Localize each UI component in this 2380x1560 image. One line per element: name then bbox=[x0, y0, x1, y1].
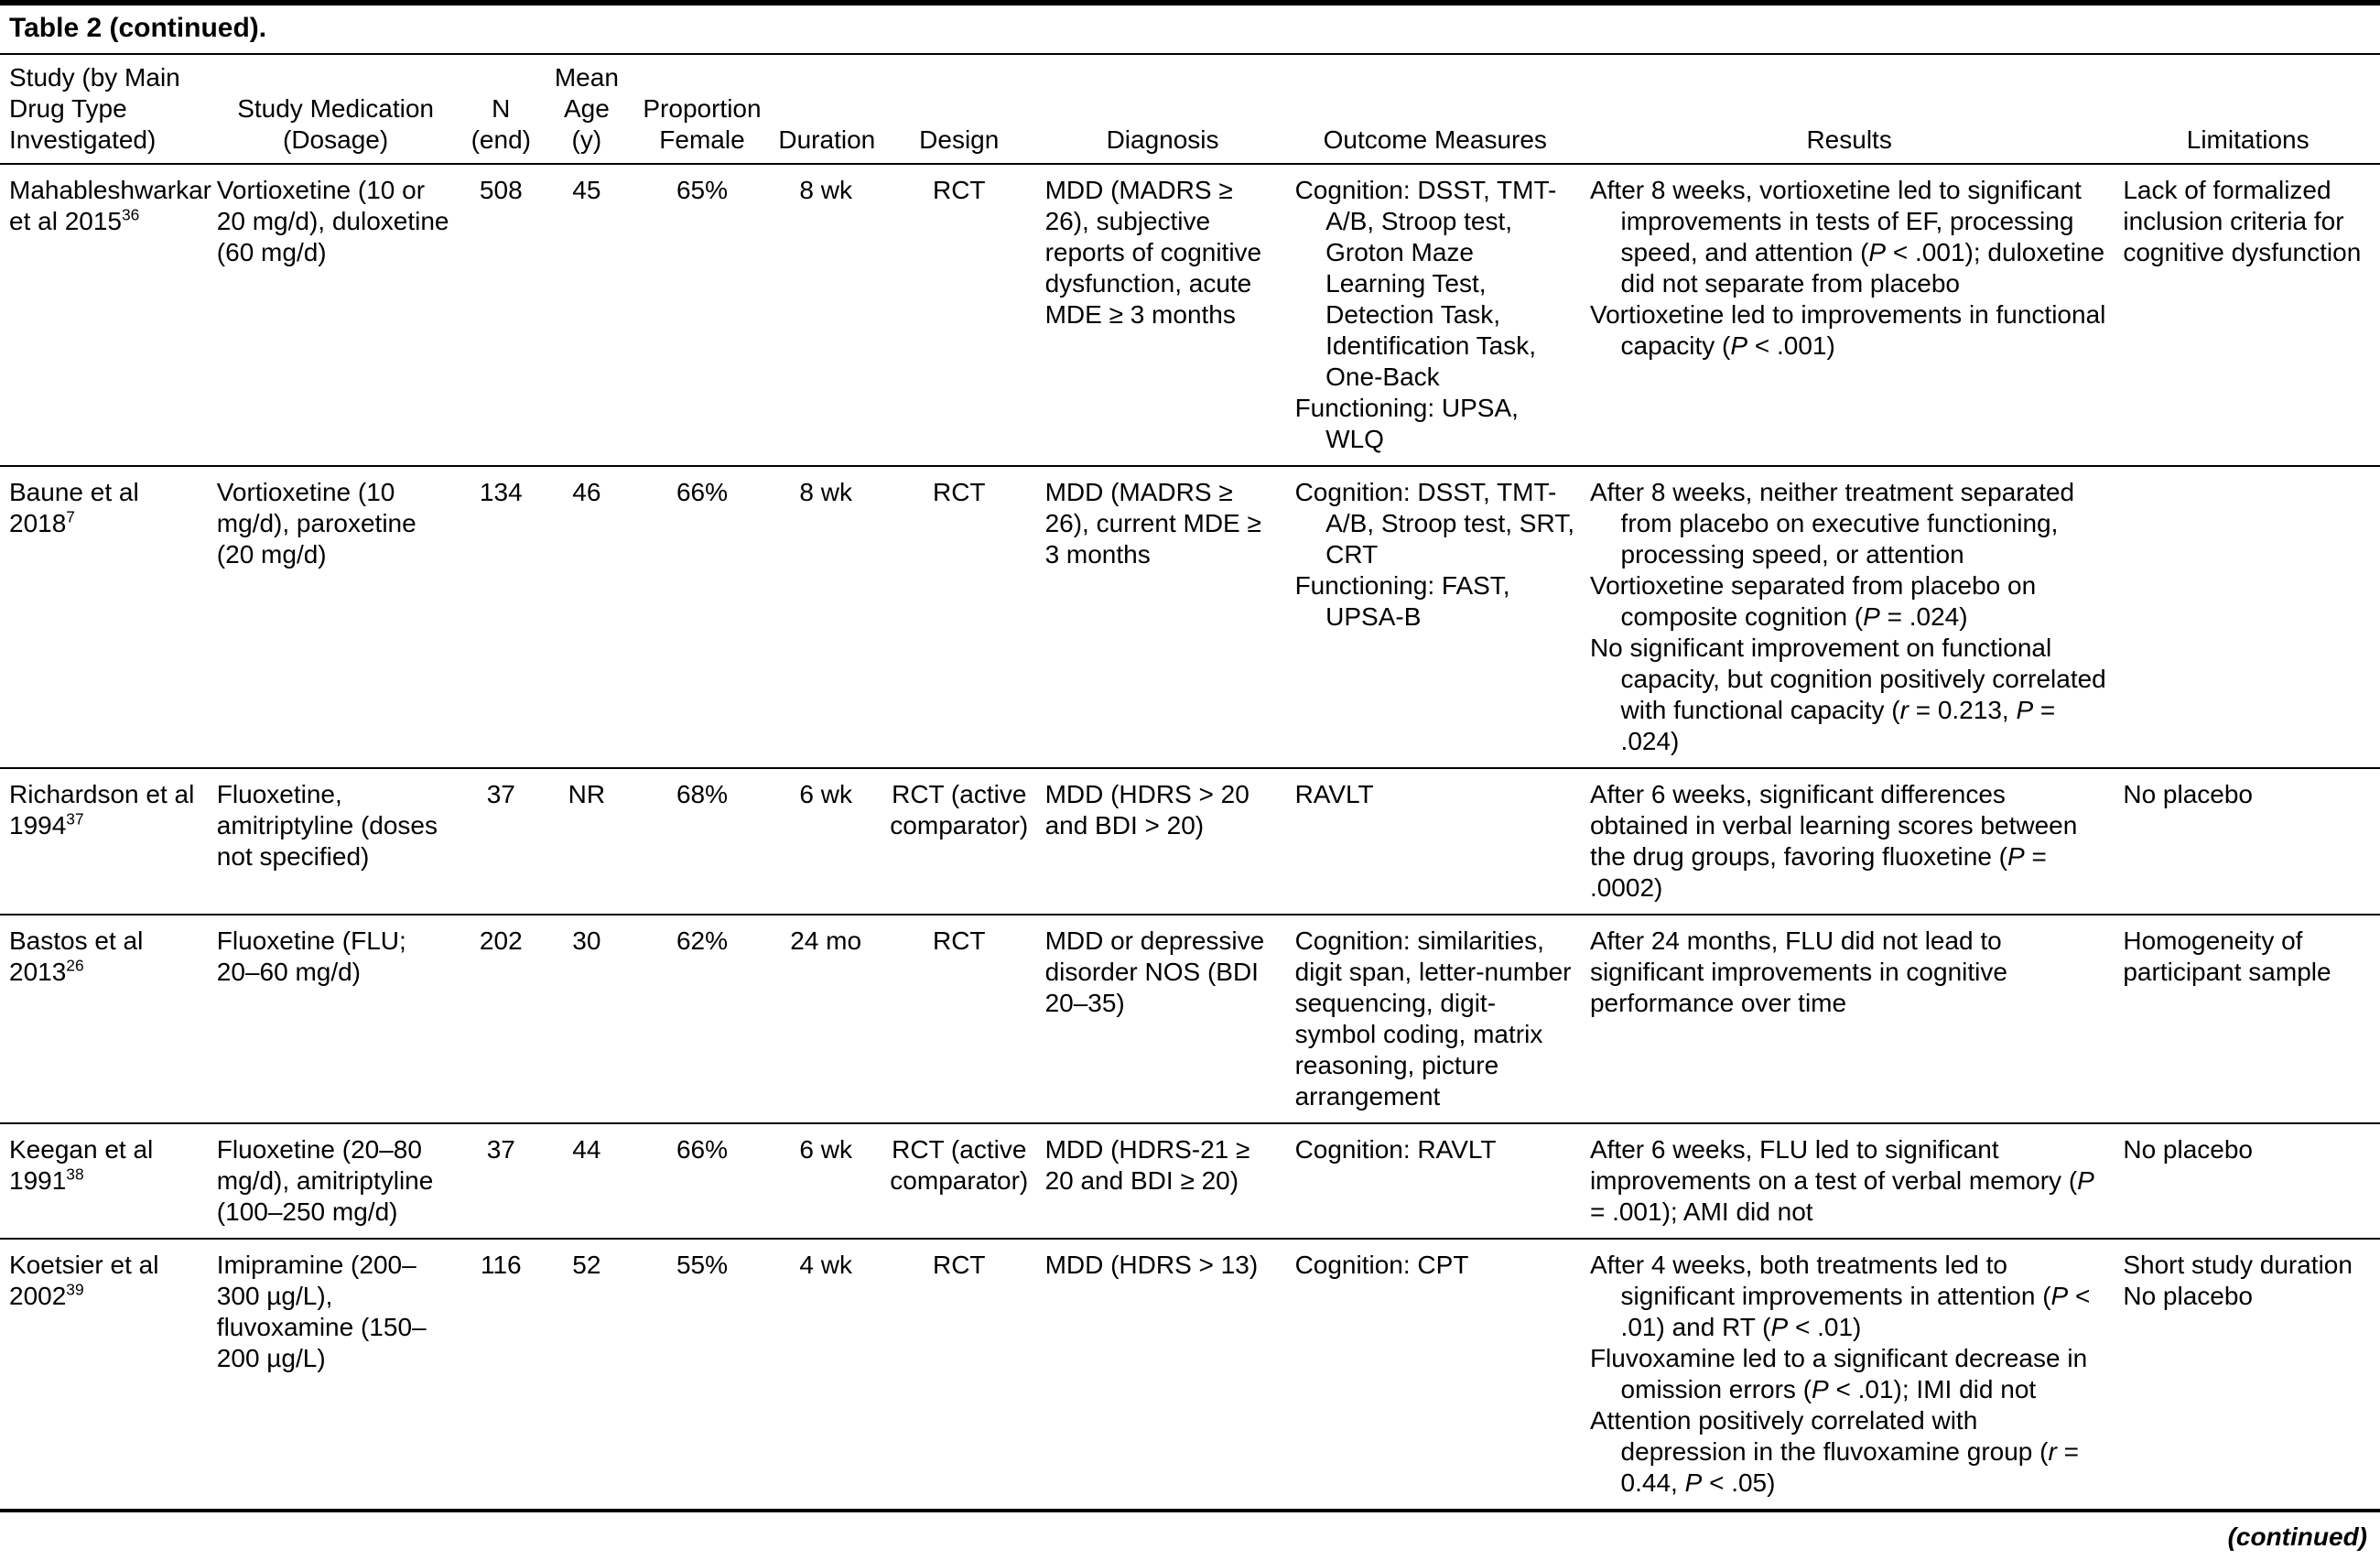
cell-diagnosis: MDD (HDRS > 20 and BDI > 20) bbox=[1044, 780, 1250, 840]
cell-mean-age: 30 bbox=[572, 926, 601, 955]
cell-entry: After 8 weeks, vortioxetine led to significant improvements in tests of EF, processing speed, and attention (P < .001); duloxetine did not separate from placebo bbox=[1589, 176, 2105, 298]
cell-entry: Homogeneity of participant sample bbox=[2123, 926, 2331, 986]
cell-duration: 8 wk bbox=[799, 176, 852, 204]
cell-proportion-female: 66% bbox=[676, 1135, 728, 1164]
cell-proportion-female: 66% bbox=[676, 478, 728, 506]
table-row bbox=[0, 1123, 2380, 1239]
cell-entry: No significant improvement on functional capacity, but cognition positively correlated with functional capacity (r = 0.213, P = .024) bbox=[1589, 634, 2106, 755]
col-header-results: Results bbox=[1806, 125, 1892, 154]
cell-entry: Attention positively correlated with depression in the fluvoxamine group (r = 0.44, P < .05) bbox=[1589, 1406, 2079, 1497]
cell-results bbox=[1583, 915, 2115, 1123]
cell-entry: Short study duration bbox=[2123, 1251, 2353, 1279]
cell-medication: Fluoxetine (FLU; 20–60 mg/d) bbox=[216, 926, 406, 986]
table-row bbox=[0, 1239, 2380, 1511]
cell-medication: Imipramine (200–300 µg/L), fluvoxamine (150–200 µg/L) bbox=[216, 1251, 427, 1372]
cell-results bbox=[1583, 1239, 2115, 1511]
cell-proportion-female: 55% bbox=[676, 1251, 728, 1279]
cell-outcome-measures bbox=[1288, 915, 1583, 1123]
cell-diagnosis: MDD (MADRS ≥ 26), current MDE ≥ 3 months bbox=[1044, 478, 1261, 569]
cell-study: Koetsier et al 2002$^{39}$ bbox=[9, 1251, 159, 1310]
cell-duration: 6 wk bbox=[799, 1135, 852, 1164]
col-header-duration: Duration bbox=[778, 125, 876, 154]
continued-note: (continued) bbox=[2227, 1522, 2367, 1551]
cell-entry: Cognition: DSST, TMT-A/B, Stroop test, Groton Maze Learning Test, Detection Task, Identification Task, One-Back bbox=[1294, 176, 1557, 391]
cell-entry: Functioning: FAST, UPSA-B bbox=[1294, 571, 1510, 631]
cell-mean-age: 46 bbox=[572, 478, 601, 506]
cell-study: Keegan et al 1991$^{38}$ bbox=[9, 1135, 154, 1195]
cell-mean-age: NR bbox=[568, 780, 606, 808]
cell-proportion-female: 68% bbox=[676, 780, 728, 808]
cell-outcome-measures bbox=[1288, 1123, 1583, 1239]
cell-entry: No placebo bbox=[2123, 1135, 2253, 1164]
cell-study: Mahableshwarkar et al 2015$^{36}$ bbox=[9, 176, 211, 235]
header-row bbox=[0, 55, 2380, 164]
col-header-mean-age: Mean Age (y) bbox=[554, 63, 619, 154]
cell-duration: 6 wk bbox=[799, 780, 852, 808]
cell-entry: After 8 weeks, neither treatment separated from placebo on executive functioning, processing speed, or attention bbox=[1589, 478, 2075, 569]
col-header-limitations: Limitations bbox=[2186, 125, 2310, 154]
cell-n-end: 37 bbox=[486, 1135, 515, 1164]
cell-results bbox=[1583, 768, 2115, 915]
cell-duration: 8 wk bbox=[799, 478, 852, 506]
table-title: Table 2 (continued). bbox=[0, 5, 2380, 55]
cell-results bbox=[1583, 1123, 2115, 1239]
cell-outcome-measures bbox=[1288, 164, 1583, 466]
table-row bbox=[0, 466, 2380, 768]
study-table bbox=[0, 55, 2380, 1512]
cell-diagnosis: MDD (HDRS > 13) bbox=[1044, 1251, 1259, 1279]
cell-limitations bbox=[2115, 915, 2380, 1123]
cell-limitations bbox=[2115, 1123, 2380, 1239]
col-header-diagnosis: Diagnosis bbox=[1106, 125, 1219, 154]
col-header-outcome-measures: Outcome Measures bbox=[1323, 125, 1547, 154]
col-header-design: Design bbox=[919, 125, 1000, 154]
cell-design: RCT bbox=[932, 478, 986, 506]
cell-duration: 24 mo bbox=[790, 926, 862, 955]
cell-proportion-female: 62% bbox=[676, 926, 728, 955]
col-header-n-end: N (end) bbox=[471, 94, 531, 154]
cell-mean-age: 45 bbox=[572, 176, 601, 204]
cell-n-end: 116 bbox=[480, 1251, 522, 1279]
cell-limitations bbox=[2115, 466, 2380, 768]
cell-proportion-female: 65% bbox=[676, 176, 728, 204]
col-header-proportion-female: Proportion Female bbox=[643, 94, 762, 154]
cell-diagnosis: MDD (HDRS-21 ≥ 20 and BDI ≥ 20) bbox=[1044, 1135, 1250, 1195]
cell-design: RCT (active comparator) bbox=[890, 780, 1029, 840]
cell-entry: Fluvoxamine led to a significant decrease in omission errors (P < .01); IMI did not bbox=[1589, 1344, 2088, 1403]
cell-entry: After 6 weeks, significant differences obtained in verbal learning scores between the drug groups, favoring fluoxetine (P = .0002) bbox=[1589, 780, 2078, 902]
cell-outcome-measures bbox=[1288, 466, 1583, 768]
cell-limitations bbox=[2115, 1239, 2380, 1511]
cell-design: RCT bbox=[932, 176, 986, 204]
cell-results bbox=[1583, 164, 2115, 466]
cell-entry: After 4 weeks, both treatments led to significant improvements in attention (P < .01) and RT (P < .01) bbox=[1589, 1251, 2091, 1341]
col-header-study: Study (by Main Drug Type Investigated) bbox=[9, 63, 180, 154]
cell-diagnosis: MDD or depressive disorder NOS (BDI 20–35) bbox=[1044, 926, 1265, 1017]
cell-design: RCT (active comparator) bbox=[890, 1135, 1029, 1195]
cell-limitations bbox=[2115, 768, 2380, 915]
cell-design: RCT bbox=[932, 926, 986, 955]
cell-duration: 4 wk bbox=[799, 1251, 852, 1279]
cell-outcome-measures bbox=[1288, 768, 1583, 915]
cell-n-end: 202 bbox=[479, 926, 523, 955]
cell-n-end: 37 bbox=[486, 780, 515, 808]
cell-medication: Vortioxetine (10 or 20 mg/d), duloxetine (60 mg/d) bbox=[216, 176, 449, 266]
cell-limitations bbox=[2115, 164, 2380, 466]
table-header bbox=[0, 55, 2380, 164]
cell-results bbox=[1583, 466, 2115, 768]
cell-entry: Vortioxetine led to improvements in functional capacity (P < .001) bbox=[1589, 300, 2106, 360]
table-row bbox=[0, 164, 2380, 466]
cell-entry: No placebo bbox=[2123, 1282, 2253, 1310]
cell-entry: Functioning: UPSA, WLQ bbox=[1294, 394, 1519, 453]
table-row bbox=[0, 915, 2380, 1123]
cell-entry: Cognition: CPT bbox=[1294, 1251, 1469, 1279]
cell-study: Baune et al 2018$^7$ bbox=[9, 478, 139, 537]
cell-n-end: 134 bbox=[479, 478, 523, 506]
table-body bbox=[0, 164, 2380, 1511]
cell-mean-age: 44 bbox=[572, 1135, 601, 1164]
cell-entry: Cognition: DSST, TMT-A/B, Stroop test, SRT, CRT bbox=[1294, 478, 1574, 569]
cell-study: Richardson et al 1994$^{37}$ bbox=[9, 780, 195, 840]
table-row bbox=[0, 768, 2380, 915]
cell-design: RCT bbox=[932, 1251, 986, 1279]
cell-outcome-measures bbox=[1288, 1239, 1583, 1511]
cell-entry: After 6 weeks, FLU led to significant improvements on a test of verbal memory (P = .001); AMI did not bbox=[1589, 1135, 2094, 1226]
cell-entry: Lack of formalized inclusion criteria for cognitive dysfunction bbox=[2123, 176, 2362, 266]
cell-entry: After 24 months, FLU did not lead to significant improvements in cognitive performance over time bbox=[1589, 926, 2007, 1017]
cell-medication: Vortioxetine (10 mg/d), paroxetine (20 mg/d) bbox=[216, 478, 416, 569]
col-header-medication: Study Medication (Dosage) bbox=[237, 94, 434, 154]
cell-diagnosis: MDD (MADRS ≥ 26), subjective reports of cognitive dysfunction, acute MDE ≥ 3 months bbox=[1044, 176, 1262, 329]
cell-entry: RAVLT bbox=[1294, 780, 1374, 808]
cell-entry: Cognition: RAVLT bbox=[1294, 1135, 1497, 1164]
cell-entry: No placebo bbox=[2123, 780, 2253, 808]
cell-n-end: 508 bbox=[479, 176, 523, 204]
cell-entry: Cognition: similarities, digit span, letter-number sequencing, digit-symbol coding, matrix reasoning, picture arrangement bbox=[1294, 926, 1572, 1110]
cell-medication: Fluoxetine, amitriptyline (doses not specified) bbox=[216, 780, 438, 871]
cell-study: Bastos et al 2013$^{26}$ bbox=[9, 926, 144, 986]
cell-mean-age: 52 bbox=[572, 1251, 601, 1279]
cell-entry: Vortioxetine separated from placebo on composite cognition (P = .024) bbox=[1589, 571, 2037, 631]
cell-medication: Fluoxetine (20–80 mg/d), amitriptyline (100–250 mg/d) bbox=[216, 1135, 434, 1226]
